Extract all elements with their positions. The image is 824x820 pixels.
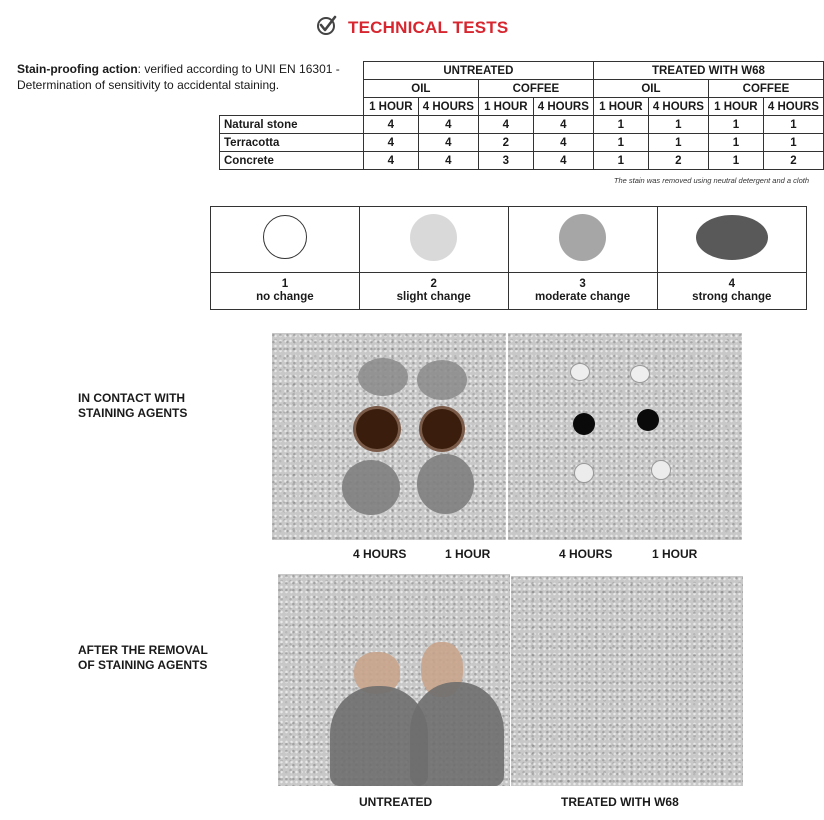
legend-label — [359, 273, 508, 310]
legend-value: 1 — [281, 278, 289, 290]
legend-text: slight change — [396, 291, 471, 303]
oil-stain — [358, 358, 408, 396]
table-cell: 4 — [533, 134, 593, 152]
table-cell: 4 — [363, 134, 418, 152]
coffee-droplet — [573, 413, 595, 435]
time-header: 1 HOUR — [708, 98, 763, 116]
table-cell: 4 — [418, 134, 478, 152]
photo-row-label-line: OF STAINING AGENTS — [78, 658, 208, 672]
legend-swatch — [359, 207, 508, 273]
table-cell: 4 — [533, 116, 593, 134]
agent-header: OIL — [363, 80, 478, 98]
photo-caption: 4 HOURS — [353, 547, 407, 561]
circle-swatch-icon — [263, 215, 307, 259]
legend-label — [211, 273, 360, 310]
table-cell: 2 — [478, 134, 533, 152]
legend-value: 3 — [579, 278, 586, 290]
table-cell: 1 — [708, 134, 763, 152]
oil-droplet — [630, 365, 650, 383]
row-label: Concrete — [220, 152, 364, 170]
legend-swatch — [657, 207, 806, 273]
table-cell: 2 — [763, 152, 823, 170]
time-header: 1 HOUR — [363, 98, 418, 116]
table-row — [220, 116, 824, 134]
table-cell: 4 — [363, 152, 418, 170]
table-cell: 4 — [418, 152, 478, 170]
legend-text: no change — [256, 291, 314, 303]
photo-row-label-line: AFTER THE REMOVAL — [78, 643, 208, 657]
oil-droplet — [570, 363, 590, 381]
legend-table — [210, 206, 807, 310]
photo-row-label — [78, 643, 208, 673]
time-header: 4 HOURS — [533, 98, 593, 116]
photo-caption: 1 HOUR — [445, 547, 491, 561]
table-cell: 1 — [763, 116, 823, 134]
agent-header: OIL — [593, 80, 708, 98]
oil-stain — [417, 454, 474, 514]
time-header: 1 HOUR — [478, 98, 533, 116]
time-header: 4 HOURS — [418, 98, 478, 116]
agent-header: COFFEE — [478, 80, 593, 98]
legend-label — [657, 273, 806, 310]
oil-stain — [342, 460, 400, 515]
untreated-after-tile-photo — [278, 574, 510, 786]
ellipse-swatch-icon — [696, 215, 768, 260]
treated-after-tile-photo — [511, 576, 743, 786]
coffee-droplet — [637, 409, 659, 431]
table-cell: 1 — [593, 116, 648, 134]
row-label: Natural stone — [220, 116, 364, 134]
oil-residue — [410, 682, 504, 786]
table-cell: 1 — [593, 134, 648, 152]
oil-stain — [417, 360, 467, 400]
checkmark-circle-icon — [316, 14, 338, 41]
table-cell: 2 — [648, 152, 708, 170]
photo-caption: TREATED WITH W68 — [561, 795, 679, 809]
oil-droplet — [574, 463, 594, 483]
oil-droplet — [651, 460, 671, 480]
untreated-tile-photo — [272, 333, 506, 540]
circle-swatch-icon — [559, 214, 606, 261]
table-cell: 4 — [478, 116, 533, 134]
table-cell: 1 — [593, 152, 648, 170]
row-label: Terracotta — [220, 134, 364, 152]
legend-swatch — [211, 207, 360, 273]
photo-caption: UNTREATED — [359, 795, 433, 809]
photo-caption: 4 HOURS — [559, 547, 613, 561]
coffee-stain — [356, 409, 398, 449]
legend-value: 2 — [430, 278, 437, 290]
agent-header: COFFEE — [708, 80, 823, 98]
table-cell: 4 — [363, 116, 418, 134]
photo-row-label-line: STAINING AGENTS — [78, 406, 188, 420]
coffee-stain — [422, 409, 462, 449]
intro-bold: Stain-proofing action — [17, 62, 138, 76]
results-table — [219, 61, 824, 170]
treated-tile-photo — [508, 333, 742, 540]
time-header: 4 HOURS — [648, 98, 708, 116]
group-header: UNTREATED — [363, 62, 593, 80]
table-row — [220, 134, 824, 152]
circle-swatch-icon — [410, 214, 457, 261]
title-bar — [0, 14, 824, 41]
legend-swatch — [508, 207, 657, 273]
table-footnote: The stain was removed using neutral detergent and a cloth — [613, 176, 809, 185]
table-cell: 1 — [708, 116, 763, 134]
table-cell: 1 — [648, 134, 708, 152]
table-cell: 4 — [418, 116, 478, 134]
time-header: 4 HOURS — [763, 98, 823, 116]
legend-label — [508, 273, 657, 310]
time-header: 1 HOUR — [593, 98, 648, 116]
group-header: TREATED WITH W68 — [593, 62, 823, 80]
table-row — [220, 152, 824, 170]
table-cell: 4 — [533, 152, 593, 170]
legend-text: strong change — [692, 291, 772, 303]
table-cell: 1 — [763, 134, 823, 152]
photo-row-label — [78, 391, 187, 421]
photo-row-label-line: IN CONTACT WITH — [78, 391, 186, 405]
legend-text: moderate change — [534, 291, 631, 303]
table-cell: 1 — [648, 116, 708, 134]
photo-caption: 1 HOUR — [652, 547, 698, 561]
intro-body: : verified according to UNI EN 16301 - Determination of sensitivity to accidental staining. — [17, 62, 340, 92]
legend-value: 4 — [728, 278, 735, 290]
table-cell: 1 — [708, 152, 763, 170]
table-cell: 3 — [478, 152, 533, 170]
page-title: TECHNICAL TESTS — [348, 17, 509, 37]
